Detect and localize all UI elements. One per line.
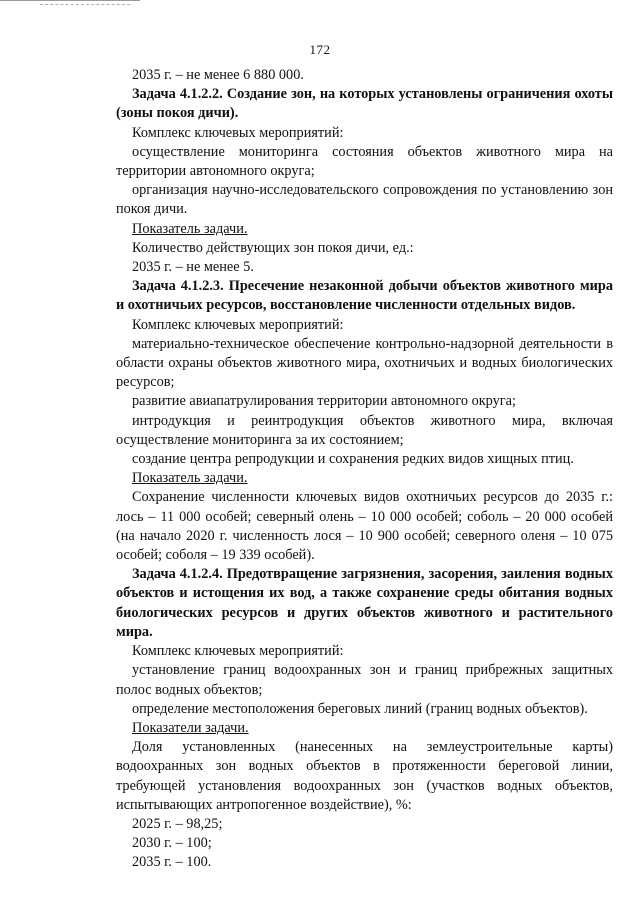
indicator-value: 2035 г. – 100. bbox=[132, 854, 212, 871]
indicator-heading: Показатель задачи. bbox=[132, 470, 248, 487]
measure-item: развитие авиапатрулирования территории автономного округа; bbox=[132, 393, 516, 410]
measure-item: осуществление мониторинга состояния объектов животного мира на территории автономного округа; bbox=[116, 143, 613, 180]
measures-label: Комплекс ключевых мероприятий: bbox=[132, 316, 344, 333]
task-4-1-2-3-heading: Задача 4.1.2.3. Пресечение незаконной добычи объектов животного мира и охотничьих ресурсов, восстановление численности отдельных видов. bbox=[116, 278, 613, 314]
indicator-value: 2030 г. – 100; bbox=[132, 835, 212, 852]
indicator-heading: Показатель задачи. bbox=[132, 220, 248, 237]
indicator-text: Сохранение численности ключевых видов охотничьих ресурсов до 2035 г.: лось – 11 000 особей; северный олень – 10 000 особей; соболь – 20 000 особей (на начало 2020 г. численность лося – 10 900 особей; северного оленя – 10 075 особей; соболя – 19 339 особей). bbox=[116, 489, 613, 564]
page-number: 172 bbox=[309, 42, 331, 57]
indicators-heading: Показатели задачи. bbox=[132, 719, 249, 736]
indicator-text: Доля установленных (нанесенных на землеустроительные карты) водоохранных зон водных объектов в протяженности береговой линии, требующей установления водоохранных зон (участков водных объектов, испытывающих антропогенное воздействие), %: bbox=[116, 739, 613, 813]
measure-item: создание центра репродукции и сохранения редких видов хищных птиц. bbox=[132, 451, 574, 468]
paragraph-target-2035: 2035 г. – не менее 6 880 000. bbox=[132, 67, 304, 83]
measures-label: Комплекс ключевых мероприятий: bbox=[132, 643, 344, 660]
scan-edge-mark bbox=[0, 0, 140, 9]
document-body bbox=[116, 66, 613, 873]
indicator-value: 2025 г. – 98,25; bbox=[132, 815, 223, 832]
measure-item: организация научно-исследовательского сопровождения по установлению зон покоя дичи. bbox=[116, 182, 613, 218]
measure-item: определение местоположения береговых линий (границ водных объектов). bbox=[132, 700, 588, 717]
indicator-text: Количество действующих зон покоя дичи, ед.: bbox=[132, 239, 414, 256]
task-4-1-2-2-heading: Задача 4.1.2.2. Создание зон, на которых установлены ограничения охоты (зоны покоя дичи). bbox=[116, 86, 613, 122]
measures-label: Комплекс ключевых мероприятий: bbox=[132, 124, 344, 141]
measure-item: интродукция и реинтродукция объектов животного мира, включая осуществление мониторинга за их состоянием; bbox=[116, 412, 613, 448]
task-4-1-2-4-heading: Задача 4.1.2.4. Предотвращение загрязнения, засорения, заиления водных объектов и истощения их вод, а также сохранение среды обитания водных биологических ресурсов и других объектов животного и растительного мира. bbox=[116, 566, 613, 640]
measure-item: установление границ водоохранных зон и границ прибрежных защитных полос водных объектов; bbox=[116, 662, 613, 698]
measure-item: материально-техническое обеспечение контрольно-надзорной деятельности в области охраны объектов животного мира, охотничьих и водных биологических ресурсов; bbox=[116, 335, 613, 391]
indicator-value: 2035 г. – не менее 5. bbox=[132, 259, 254, 276]
